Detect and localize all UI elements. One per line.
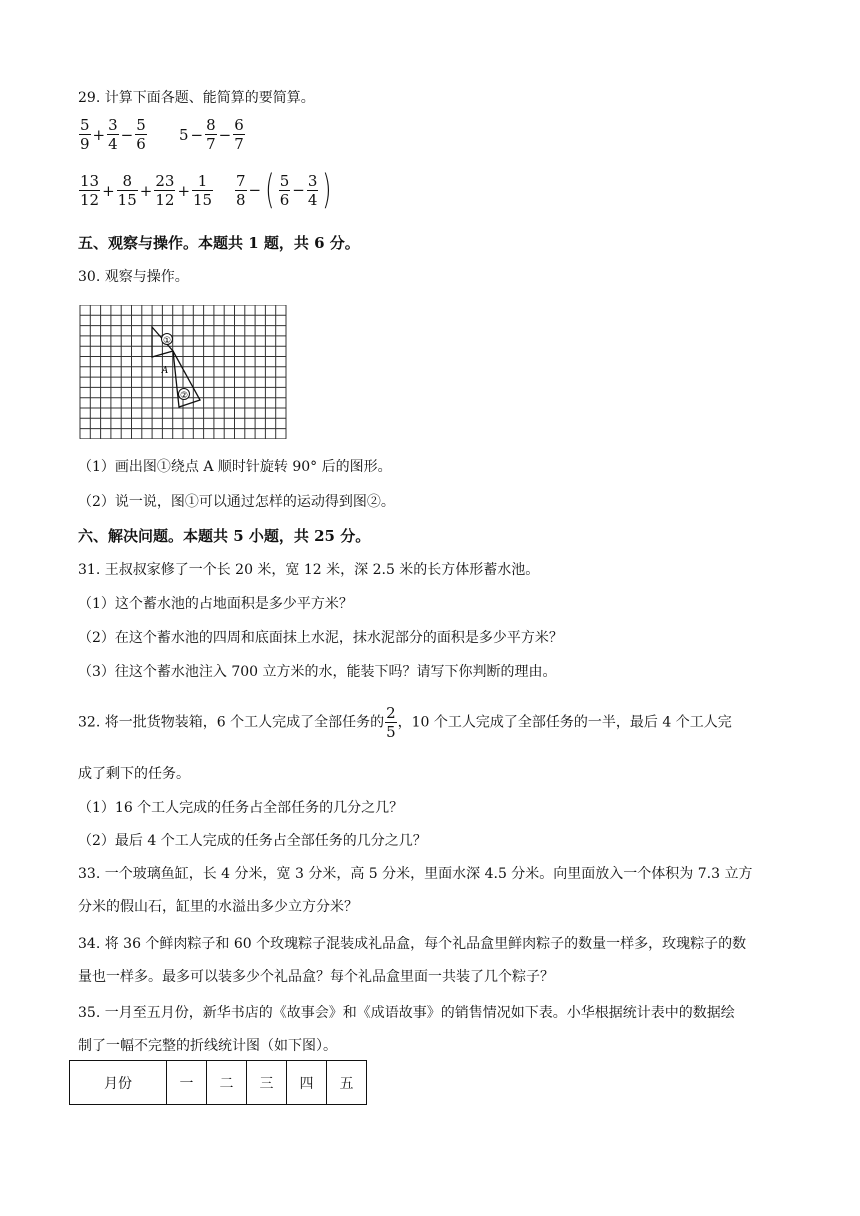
q32-text-c: 成了剩下的任务。 [78, 766, 190, 782]
fraction: $\frac{3}{4}$ [108, 116, 118, 153]
q32-text [78, 704, 732, 741]
label-1: ① [162, 336, 172, 346]
grid-svg [79, 305, 289, 439]
q33-line-2: 分米的假山石，缸里的水溢出多少立方分米？ [78, 899, 358, 915]
fraction: $\frac{5}{6}$ [136, 116, 146, 153]
table-cell: 五 [327, 1061, 367, 1105]
expression-1: $\frac{5}{9}$ + $\frac{3}{4}$ − $\frac{5}{6}$ [80, 116, 146, 153]
q31-sub-1: （1）这个蓄水池的占地面积是多少平方米？ [78, 596, 353, 612]
expression-4: $\frac{7}{8}$ − ( $\frac{5}{6}$ − $\frac{3}{4}$ ) [236, 167, 332, 213]
fraction: $\frac{6}{7}$ [234, 116, 244, 153]
section-6-heading: 六、解决问题。本题共 5 小题，共 25 分。 [78, 527, 371, 545]
fraction: $\frac{3}{4}$ [307, 171, 318, 209]
fraction: $\frac{8}{7}$ [206, 116, 216, 153]
section-5-heading: 五、观察与操作。本题共 1 题，共 6 分。 [78, 234, 360, 252]
fraction: $\frac{7}{8}$ [236, 171, 246, 209]
q32-text-a: 32. 将一批货物装箱，6 个工人完成了全部任务的 [78, 714, 385, 731]
q31-sub-3: （3）往这个蓄水池注入 700 立方米的水，能装下吗？请写下你判断的理由。 [78, 664, 557, 680]
grid-figure [79, 305, 289, 443]
fraction: $\frac{1}{15}$ [193, 172, 213, 209]
right-paren: ) [322, 167, 332, 213]
q34-line-2: 量也一样多。最多可以装多少个礼品盒？每个礼品盒里面一共装了几个粽子？ [78, 969, 554, 985]
q35-line-1: 35. 一月至五月份，新华书店的《故事会》和《成语故事》的销售情况如下表。小华根据统计表中的数据绘 [78, 1005, 735, 1021]
q29-text: 29. 计算下面各题、能简算的要简算。 [78, 90, 315, 106]
table-cell: 一 [167, 1061, 207, 1105]
sales-table [69, 1060, 367, 1105]
table-header-month: 月份 [70, 1061, 167, 1105]
q32-text-b: ，10 个工人完成了全部任务的一半，最后 4 个工人完 [397, 714, 732, 731]
fraction: $\frac{2}{5}$ [386, 704, 396, 741]
expression-3: $\frac{13}{12}$ + $\frac{8}{15}$ + $\frac{23}{12}$ + $\frac{1}{15}$ [80, 172, 213, 209]
expression-2: 5 − $\frac{8}{7}$ − $\frac{6}{7}$ [179, 116, 244, 153]
label-2: ② [179, 391, 189, 401]
q34-line-1: 34. 将 36 个鲜肉粽子和 60 个玫瑰粽子混装成礼品盒，每个礼品盒里鲜肉粽子的数量一样多，玫瑰粽子的数 [78, 936, 747, 952]
fraction: $\frac{5}{9}$ [80, 116, 90, 153]
table-cell: 三 [247, 1061, 287, 1105]
point-a-label: A [161, 366, 169, 376]
q33-line-1: 33. 一个玻璃鱼缸，长 4 分米，宽 3 分米，高 5 分米，里面水深 4.5 分米。向里面放入一个体积为 7.3 立方 [78, 866, 753, 882]
fraction: $\frac{8}{15}$ [117, 172, 137, 209]
q30-sub-2: （2）说一说，图①可以通过怎样的运动得到图②。 [78, 494, 395, 510]
table-cell: 二 [207, 1061, 247, 1105]
fraction: $\frac{23}{12}$ [155, 172, 175, 209]
fraction: $\frac{5}{6}$ [279, 171, 290, 209]
left-paren: ( [265, 167, 275, 213]
q32-sub-2: （2）最后 4 个工人完成的任务占全部任务的几分之几？ [78, 833, 427, 849]
q32-sub-1: （1）16 个工人完成的任务占全部任务的几分之几？ [78, 800, 404, 816]
q30-sub-1: （1）画出图①绕点 A 顺时针旋转 90° 后的图形。 [78, 459, 392, 475]
q31-sub-2: （2）在这个蓄水池的四周和底面抹上水泥，抹水泥部分的面积是多少平方米？ [78, 630, 563, 646]
table-cell: 四 [287, 1061, 327, 1105]
q35-line-2: 制了一幅不完整的折线统计图（如下图）。 [78, 1038, 337, 1054]
q30-text: 30. 观察与操作。 [78, 269, 189, 285]
fraction: $\frac{13}{12}$ [80, 172, 100, 209]
q31-text: 31. 王叔叔家修了一个长 20 米，宽 12 米，深 2.5 米的长方体形蓄水池。 [78, 562, 540, 578]
table-row [70, 1061, 367, 1105]
